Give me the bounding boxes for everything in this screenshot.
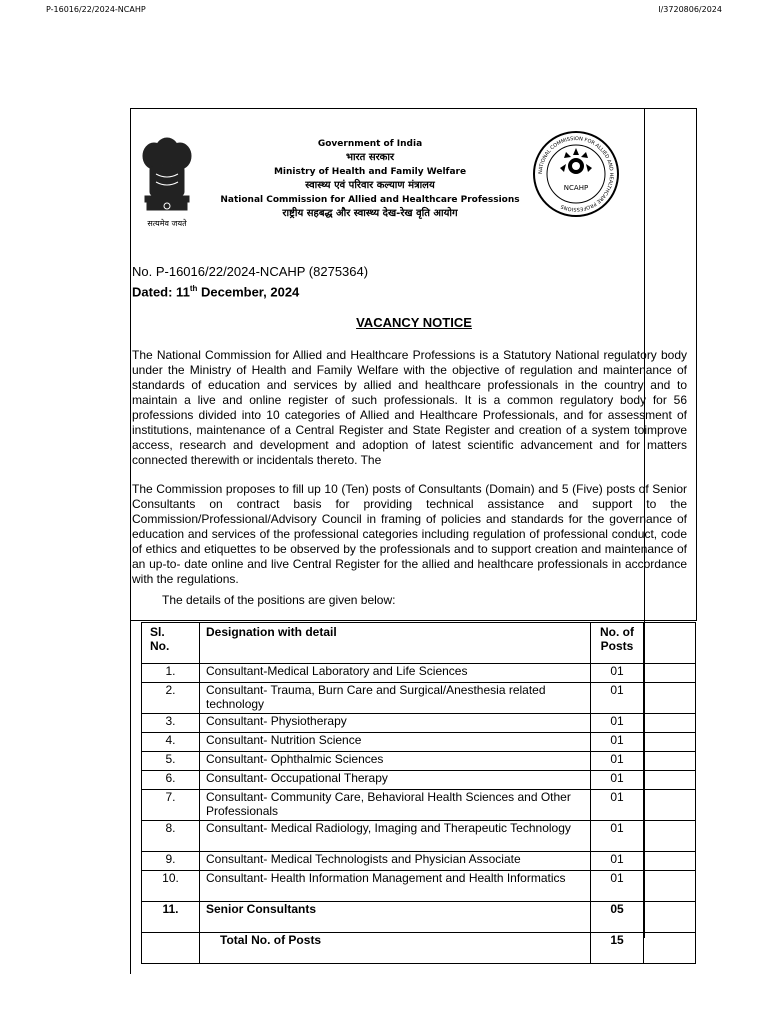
row-posts: 01 bbox=[591, 790, 644, 821]
row-sl: 1. bbox=[142, 664, 200, 683]
positions-table bbox=[141, 622, 696, 964]
row-designation: Consultant- Ophthalmic Sciences bbox=[200, 752, 591, 771]
row-extra bbox=[644, 821, 696, 852]
row-designation: Consultant- Occupational Therapy bbox=[200, 771, 591, 790]
row-sl: 3. bbox=[142, 714, 200, 733]
table-header-row bbox=[142, 623, 696, 664]
table-row bbox=[142, 821, 696, 852]
row-posts: 01 bbox=[591, 733, 644, 752]
row-sl: 2. bbox=[142, 683, 200, 714]
header-line-ministry-hindi: स्वास्थ्य एवं परिवार कल्याण मंत्रालय bbox=[305, 180, 435, 191]
row-designation: Consultant- Health Information Management and Health Informatics bbox=[200, 871, 591, 902]
file-reference-right: I/3720806/2024 bbox=[658, 5, 722, 14]
row-posts: 01 bbox=[591, 752, 644, 771]
frame-line-right bbox=[696, 108, 697, 620]
reference-number: No. P-16016/22/2024-NCAHP (8275364) bbox=[132, 264, 369, 279]
table-row bbox=[142, 852, 696, 871]
row-posts: 01 bbox=[591, 664, 644, 683]
row-designation: Senior Consultants bbox=[200, 902, 591, 933]
table-row-senior bbox=[142, 902, 696, 933]
row-sl: 7. bbox=[142, 790, 200, 821]
header-posts-line1: No. of bbox=[600, 625, 634, 639]
row-posts: 01 bbox=[591, 683, 644, 714]
row-posts: 01 bbox=[591, 714, 644, 733]
row-designation: Consultant- Nutrition Science bbox=[200, 733, 591, 752]
header-posts-line2: Posts bbox=[600, 639, 634, 653]
notice-title: VACANCY NOTICE bbox=[356, 315, 472, 330]
row-extra bbox=[644, 683, 696, 714]
logo-caption: NCAHP bbox=[563, 184, 589, 192]
table-row bbox=[142, 714, 696, 733]
row-designation: Consultant- Physiotherapy bbox=[200, 714, 591, 733]
row-sl: 4. bbox=[142, 733, 200, 752]
date-line bbox=[132, 280, 299, 300]
date-prefix: Dated: 11 bbox=[132, 284, 190, 300]
row-posts: 05 bbox=[591, 902, 644, 933]
row-extra bbox=[644, 664, 696, 683]
table-row bbox=[142, 664, 696, 683]
row-posts: 01 bbox=[591, 821, 644, 852]
frame-line-left bbox=[130, 108, 131, 974]
total-extra bbox=[644, 933, 696, 964]
row-posts: 01 bbox=[591, 852, 644, 871]
date-suffix: December, 2024 bbox=[197, 284, 300, 300]
table-total-row bbox=[142, 933, 696, 964]
table-row bbox=[142, 683, 696, 714]
row-extra bbox=[644, 871, 696, 902]
paragraph-vacancy-details: The Commission proposes to fill up 10 (Ten) posts of Consultants (Domain) and 5 (Five) posts of Senior Consultants on contract basis for providing technical assistance and support to the Commission/Professional/Advisory Council in framing of policies and standards for the governance of education and services of the professional categories including regulation of professional conduct, code of ethics and etiquettes to be observed by the professionals and to support creation and maintenance of an up-to- date online and live Central Register for the allied and healthcare professionals in accordance with the regulations. bbox=[132, 482, 687, 586]
row-sl: 6. bbox=[142, 771, 200, 790]
row-designation: Consultant- Community Care, Behavioral Health Sciences and Other Professionals bbox=[200, 790, 591, 821]
row-extra bbox=[644, 714, 696, 733]
positions-intro: The details of the positions are given below: bbox=[162, 593, 396, 607]
row-designation: Consultant- Medical Radiology, Imaging and Therapeutic Technology bbox=[200, 821, 591, 852]
table-row bbox=[142, 790, 696, 821]
header-sl-no bbox=[142, 623, 200, 664]
table-row bbox=[142, 871, 696, 902]
file-reference-left: P-16016/22/2024-NCAHP bbox=[46, 5, 146, 14]
row-extra bbox=[644, 733, 696, 752]
row-posts: 01 bbox=[591, 771, 644, 790]
row-designation: Consultant- Trauma, Burn Care and Surgical/Anesthesia related technology bbox=[200, 683, 591, 714]
ncahp-logo-icon bbox=[532, 130, 620, 218]
header-posts bbox=[591, 623, 644, 664]
row-extra bbox=[644, 790, 696, 821]
row-sl: 5. bbox=[142, 752, 200, 771]
table-row bbox=[142, 733, 696, 752]
row-extra bbox=[644, 852, 696, 871]
letterhead bbox=[200, 137, 540, 221]
row-designation: Consultant-Medical Laboratory and Life Sciences bbox=[200, 664, 591, 683]
row-posts: 01 bbox=[591, 871, 644, 902]
header-line-commission-hindi: राष्ट्रीय सहबद्ध और स्वास्थ्य देख-रेख वृति आयोग bbox=[282, 208, 458, 219]
header-line-commission: National Commission for Allied and Healthcare Professions bbox=[220, 195, 520, 205]
header-line-ministry: Ministry of Health and Family Welfare bbox=[273, 167, 467, 177]
row-designation: Consultant- Medical Technologists and Physician Associate bbox=[200, 852, 591, 871]
header-designation: Designation with detail bbox=[200, 623, 591, 664]
row-sl: 8. bbox=[142, 821, 200, 852]
header-line-government: Government of India bbox=[317, 139, 423, 149]
table-row bbox=[142, 752, 696, 771]
logo-ring-text: NATIONAL COMMISSION FOR ALLIED AND HEALTHCARE PROFESSIONS bbox=[537, 135, 615, 213]
row-sl: 9. bbox=[142, 852, 200, 871]
frame-line-top bbox=[130, 108, 697, 109]
total-empty-cell bbox=[142, 933, 200, 964]
frame-line-band bbox=[130, 620, 697, 621]
row-sl: 11. bbox=[142, 902, 200, 933]
table-extra-column bbox=[644, 623, 696, 664]
emblem-motto: सत्यमेव जयते bbox=[147, 219, 187, 228]
header-sl-line2: No. bbox=[150, 639, 170, 653]
row-extra bbox=[644, 902, 696, 933]
row-sl: 10. bbox=[142, 871, 200, 902]
total-value: 15 bbox=[591, 933, 644, 964]
table-row bbox=[142, 771, 696, 790]
header-sl-line1: Sl. bbox=[150, 625, 165, 639]
paragraph-about-commission: The National Commission for Allied and Healthcare Professions is a Statutory National regulatory body under the Ministry of Health and Family Welfare with the objective of regulation and maintenance of standards of education and services by allied and healthcare professionals in the country and to maintain a live and online register of such professionals. It is a common regulatory body for 56 professions divided into 10 categories of Allied and Healthcare Professionals, and for assessment of institutions, maintenance of a Central Register and State Register and creation of a system toimprove access, research and development and adoption of latest scientific advancement and for matters connected therewith or incidentals thereto. The bbox=[132, 348, 687, 467]
row-extra bbox=[644, 752, 696, 771]
date-ordinal: th bbox=[189, 284, 198, 293]
total-label: Total No. of Posts bbox=[200, 933, 591, 964]
state-emblem-icon bbox=[136, 134, 198, 230]
row-extra bbox=[644, 771, 696, 790]
header-line-government-hindi: भारत सरकार bbox=[345, 152, 395, 163]
